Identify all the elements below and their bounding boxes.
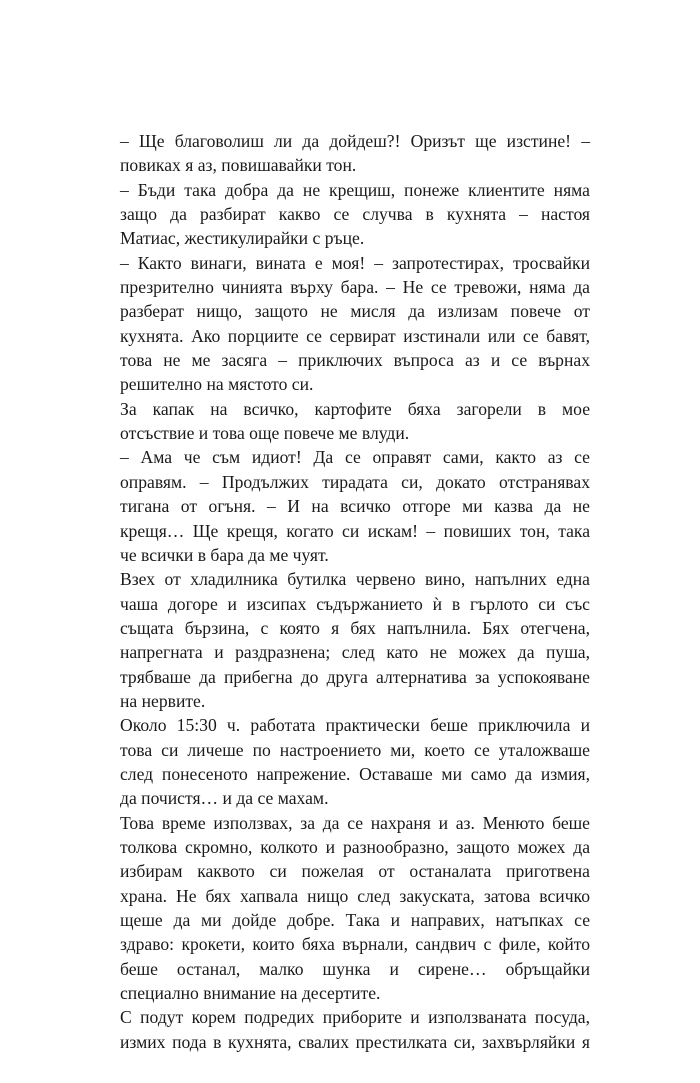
text-line: чаша догоре и изсипах съдържанието ѝ в гърлото си със xyxy=(120,593,590,614)
text-line: специално внимание на десертите. xyxy=(120,983,381,1004)
text-line: презрително чинията върху бара. – Не се тревожи, няма да xyxy=(120,277,590,298)
text-line: С подут корем подредих приборите и използваната посуда, xyxy=(120,1007,590,1028)
book-page-text xyxy=(120,129,590,1054)
text-line: Около 15:30 ч. работата практически беше приключила и xyxy=(120,715,590,736)
text-line: защо да разбират какво се случва в кухнята – настоя xyxy=(120,204,590,225)
text-line: Взех от хладилника бутилка червено вино, напълних една xyxy=(120,569,590,590)
text-line: крещя… Ще крещя, когато си искам! – повиших тон, така xyxy=(120,520,590,541)
text-line: избирам каквото си пожелая от останалата приготвена xyxy=(120,861,590,882)
text-line: – Бъди така добра да не крещиш, понеже клиентите няма xyxy=(120,179,590,200)
text-line: решително на мястото си. xyxy=(120,374,314,395)
text-line: тигана от огъня. – И на всичко отгоре ми казва да не xyxy=(120,496,590,517)
text-line: на нервите. xyxy=(120,690,206,711)
text-line: За капак на всичко, картофите бяха загорели в мое xyxy=(120,398,590,419)
text-line: Това време използвах, за да се нахраня и аз. Менюто беше xyxy=(120,812,590,833)
text-line: – Ама че съм идиот! Да се оправят сами, както аз се xyxy=(120,447,590,468)
text-line: – Както винаги, вината е моя! – запротестирах, тросвайки xyxy=(120,252,590,273)
text-line: това си личеше по настроението ми, което се уталожваше xyxy=(120,739,590,760)
text-line: след понесеното напрежение. Оставаше ми само да измия, xyxy=(120,763,590,784)
text-line: измих пода в кухнята, свалих престилката си, захвърляйки я xyxy=(120,1031,590,1052)
text-line: здраво: крокети, които бяха върнали, сандвич с филе, който xyxy=(120,934,590,955)
text-line: повиках я аз, повишавайки тон. xyxy=(120,155,357,176)
text-line: – Ще благоволиш ли да дойдеш?! Оризът ще изстине! – xyxy=(120,131,590,151)
text-line: оправям. – Продължих тирадата си, докато отстранявах xyxy=(120,471,590,492)
text-line: толкова скромно, колкото и разнообразно, защото можех да xyxy=(120,836,590,857)
text-line: същата бързина, с която я бях напълнила. Бях отегчена, xyxy=(120,617,590,638)
text-line: кухнята. Ако порциите се сервират изстинали или се бавят, xyxy=(120,325,590,346)
text-line: отсъствие и това още повече ме влуди. xyxy=(120,423,410,444)
text-line: щеше да ми дойде добре. Така и направих, натъпках се xyxy=(120,910,590,930)
text-line: трябваше да прибегна до друга алтернатива за успокояване xyxy=(120,666,590,687)
text-line: че всички в бара да ме чуят. xyxy=(120,544,329,565)
text-line: това не ме засяга – приключих въпроса аз и се върнах xyxy=(120,350,590,371)
text-line: храна. Не бях хапвала нищо след закуската, затова всичко xyxy=(120,885,590,906)
text-line: беше останал, малко шунка и сирене… обръщайки xyxy=(120,958,590,979)
text-line: да почистя… и да се махам. xyxy=(120,788,329,809)
text-line: разберат нищо, защото не мисля да излизам повече от xyxy=(120,301,590,322)
text-line: напрегната и раздразнена; след като не можех да пуша, xyxy=(120,642,590,663)
text-line: Матиас, жестикулирайки с ръце. xyxy=(120,228,365,249)
